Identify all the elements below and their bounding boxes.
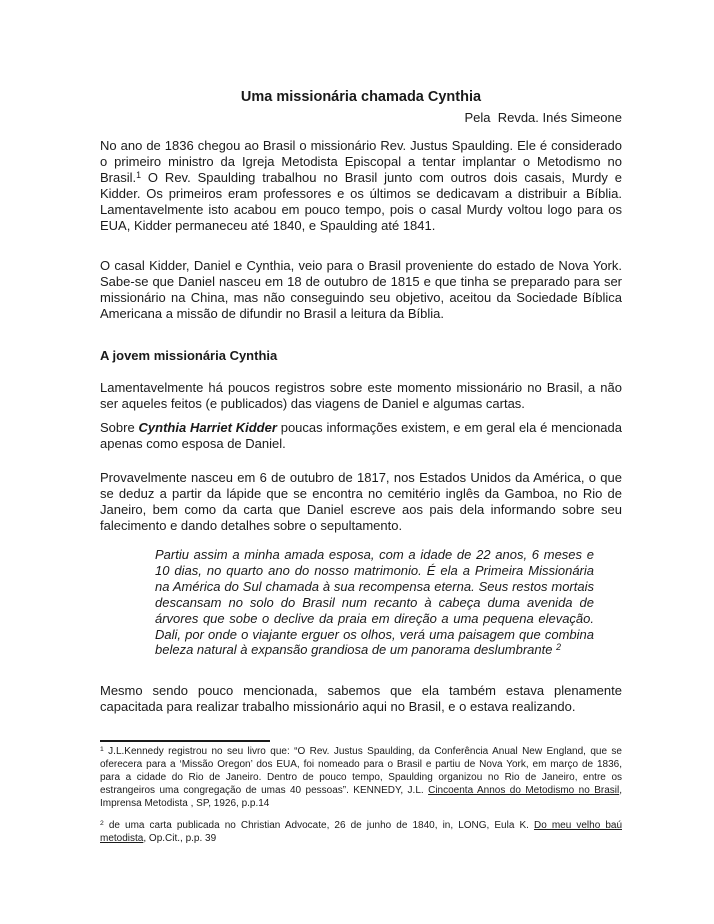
footnote-1 xyxy=(100,745,622,810)
footnote-2-text-b: , Op.Cit., p.p. 39 xyxy=(143,833,217,844)
paragraph-1-text-a: No ano de 1836 chegou ao Brasil o missionário Rev. Justus Spaulding. Ele é considerado o primeiro ministro da Igreja Metodista Episcopal a tentar implantar o Metodismo no Brasil. xyxy=(100,138,622,186)
footnote-1-book-title: Cincoenta Annos do Metodismo no Brasil xyxy=(428,785,620,796)
section-heading: A jovem missionária Cynthia xyxy=(100,348,278,363)
footnote-separator xyxy=(100,740,270,742)
footnote-2 xyxy=(100,819,622,845)
quote-block xyxy=(155,547,594,658)
footnote-1-text-b: , Imprensa Metodista , SP, 1926, p.p.14 xyxy=(100,785,622,809)
footnote-2-text-a: de uma carta publicada no Christian Advocate, 26 de junho de 1840, in, LONG, Eula K. xyxy=(103,820,534,831)
paragraph-5: Provavelmente nasceu em 6 de outubro de 1817, nos Estados Unidos da América, o que se deduz a partir da lápide que se encontra no cemitério inglês da Gamboa, no Rio de Janeiro, bem como da carta que Daniel escreve aos pais dela informando sobre seu falecimento e dando detalhes sobre o sepultamento. xyxy=(100,470,622,534)
footnote-2-book-title: Do meu velho baú metodista xyxy=(100,820,622,844)
paragraph-1-text-b: O Rev. Spaulding trabalhou no Brasil junto com outros dois casais, Murdy e Kidder. Os primeiros eram professores e os últimos se dedicavam a distribuir a Bíblia. Lamentavelmente isto acabou em pouco tempo, pois o casal Murdy voltou logo para os EUA, Kidder permaneceu até 1840, e Spaulding até 1841. xyxy=(100,170,622,234)
paragraph-6: Mesmo sendo pouco mencionada, sabemos que ela também estava plenamente capacitada para realizar trabalho missionário aqui no Brasil, e o estava realizando. xyxy=(100,683,622,715)
footnote-1-text-a: J.L.Kennedy registrou no seu livro que: “O Rev. Justus Spaulding, da Conferência Anual New England, que se oferecera para a ‘Missão Oregon’ dos EUA, foi nomeado para o Brasil e partiu de Nova York, em março de 1836, para a cidade do Rio de Janeiro. Dentro de pouco tempo, Spaulding organizou no Rio de Janeiro, entre os estrangeiros uma congregação de umas 40 pessoas”. KENNEDY, J.L. xyxy=(100,746,622,796)
paragraph-4-text-a: Sobre xyxy=(100,420,139,435)
paragraph-2: O casal Kidder, Daniel e Cynthia, veio para o Brasil proveniente do estado de Nova York. Sabe-se que Daniel nasceu em 18 de outubro de 1815 e que tinha se preparado para ser missionário na China, mas não conseguindo seu objetivo, aceitou da Sociedade Bíblica Americana a missão de difundir no Brasil a leitura da Bíblia. xyxy=(100,258,622,322)
document-content xyxy=(100,0,622,924)
document-title: Uma missionária chamada Cynthia xyxy=(240,89,482,105)
paragraph-4-text-b: poucas informações existem, e em geral ela é mencionada apenas como esposa de Daniel. xyxy=(100,420,622,452)
footnote-2-marker: 2 xyxy=(100,819,104,827)
footnote-1-marker: 1 xyxy=(100,745,104,753)
paragraph-4 xyxy=(100,420,622,452)
byline: Pela Revda. Inés Simeone xyxy=(464,110,622,125)
footnote-ref-2: 2 xyxy=(556,642,562,653)
paragraph-1 xyxy=(100,138,622,235)
footnote-ref-1: 1 xyxy=(136,170,142,181)
quote-text: Partiu assim a minha amada esposa, com a idade de 22 anos, 6 meses e 10 dias, no quarto ano do nosso matrimonio. É ela a Primeira Missionária na América do Sul chamada à sua recompensa eterna. Seus restos mortais descansam no solo do Brasil num recanto à cabeça duma avenida de árvores que sobe o declive da praia em direção a uma pequena elevação. Dali, por onde o viajante erguer os olhos, verá uma paisagem que combina beleza natural à expansão grandiosa de um panorama deslumbrante xyxy=(155,547,594,658)
person-name-emphasis: Cynthia Harriet Kidder xyxy=(138,420,277,435)
paragraph-3: Lamentavelmente há poucos registros sobre este momento missionário no Brasil, a não ser aqueles feitos (e publicados) das viagens de Daniel e algumas cartas. xyxy=(100,380,622,412)
